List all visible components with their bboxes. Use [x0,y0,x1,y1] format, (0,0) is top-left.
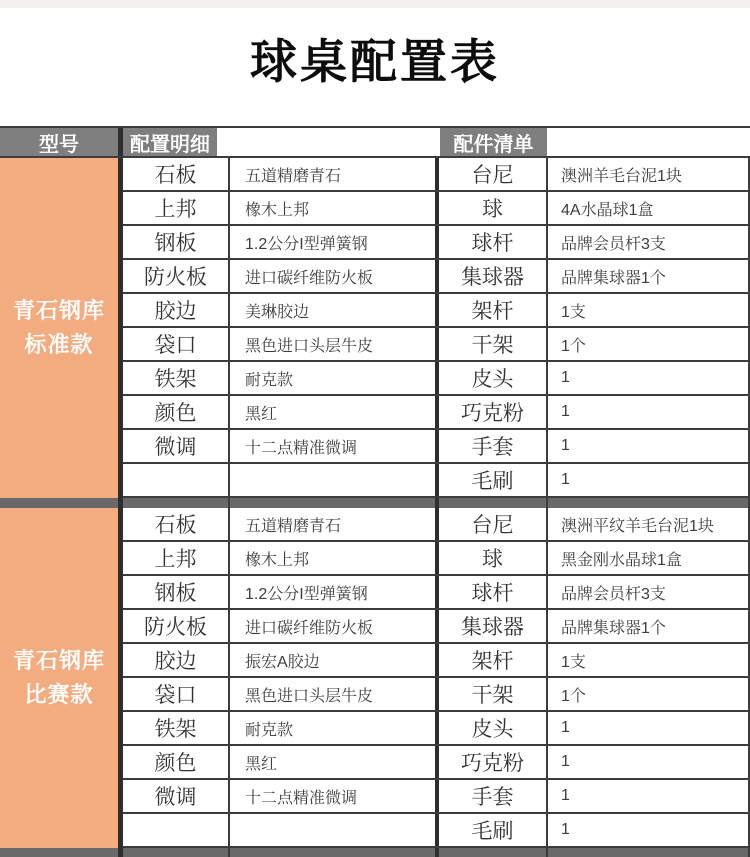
section-rows [123,508,750,848]
accessory-item-cell: 台尼 [439,158,548,190]
config-item-cell: 石板 [123,158,230,190]
config-item-cell: 防火板 [123,610,230,642]
accessory-item-cell: 球杆 [439,226,548,258]
table-row [123,294,750,328]
table-row [123,780,750,814]
table-row [123,362,750,396]
config-item-cell: 钢板 [123,226,230,258]
table-row [123,226,750,260]
config-item-cell: 袋口 [123,678,230,710]
accessory-item-cell: 架杆 [439,644,548,676]
accessory-value-cell: 澳洲羊毛台泥1块 [548,158,750,190]
table-section [0,508,750,848]
accessory-value-cell: 黑金刚水晶球1盒 [548,542,750,574]
config-value-cell: 振宏A胶边 [230,644,439,676]
config-item-cell: 上邦 [123,542,230,574]
config-item-cell: 颜色 [123,396,230,428]
accessory-value-cell: 4A水晶球1盒 [548,192,750,224]
config-item-cell: 铁架 [123,712,230,744]
table-section [0,158,750,498]
table-row [123,396,750,430]
accessory-item-cell: 皮头 [439,712,548,744]
separator-segment [123,848,230,857]
config-value-cell [230,814,439,846]
section-rows [123,158,750,498]
table-row [123,814,750,848]
table-row [123,508,750,542]
config-value-cell: 橡木上邦 [230,542,439,574]
table-row [123,678,750,712]
separator-segment [439,848,548,857]
config-value-cell: 十二点精准微调 [230,780,439,812]
config-value-cell: 黑红 [230,746,439,778]
config-item-cell: 微调 [123,780,230,812]
table-row [123,430,750,464]
accessory-item-cell: 球 [439,192,548,224]
separator-segment [439,498,548,508]
table-body [0,158,750,857]
model-name-line: 青石钢库 [12,297,105,323]
config-item-cell: 胶边 [123,294,230,326]
accessory-value-cell: 1 [548,396,750,428]
table-row [123,542,750,576]
separator-segment [548,498,750,508]
accessory-item-cell: 集球器 [439,260,548,292]
header-config-details: 配置明细 [123,128,217,156]
accessory-value-cell: 品牌会员杆3支 [548,576,750,608]
table-row [123,328,750,362]
config-value-cell [230,464,439,496]
accessory-item-cell: 干架 [439,678,548,710]
accessory-value-cell: 1 [548,780,750,812]
model-name-cell [0,508,123,848]
accessory-item-cell: 毛刷 [439,814,548,846]
accessory-item-cell: 手套 [439,430,548,462]
config-value-cell: 黑色进口头层牛皮 [230,678,439,710]
separator-segment [230,848,439,857]
separator-segment [123,498,230,508]
model-name-line: 比赛款 [24,682,94,707]
accessory-item-cell: 球杆 [439,576,548,608]
config-value-cell: 橡木上邦 [230,192,439,224]
accessory-value-cell: 1支 [548,294,750,326]
config-item-cell [123,814,230,846]
accessory-value-cell: 品牌集球器1个 [548,610,750,642]
config-item-cell: 钢板 [123,576,230,608]
header-accessories: 配件清单 [440,128,547,156]
separator-segment [0,498,123,508]
header-gap [547,128,750,156]
config-item-cell: 微调 [123,430,230,462]
accessory-value-cell: 澳洲平纹羊毛台泥1块 [548,508,750,540]
config-value-cell: 耐克款 [230,362,439,394]
accessory-value-cell: 1支 [548,644,750,676]
accessory-value-cell: 1个 [548,678,750,710]
accessory-value-cell: 1个 [548,328,750,360]
bottom-bar [0,848,750,857]
model-name-line: 标准款 [24,332,94,357]
accessory-item-cell: 手套 [439,780,548,812]
separator-segment [0,848,123,857]
header-gap [217,128,440,156]
page-title: 球桌配置表 [250,34,500,88]
accessory-item-cell: 架杆 [439,294,548,326]
config-item-cell: 胶边 [123,644,230,676]
accessory-value-cell: 1 [548,464,750,496]
accessory-value-cell: 品牌集球器1个 [548,260,750,292]
config-item-cell: 石板 [123,508,230,540]
accessory-item-cell: 毛刷 [439,464,548,496]
accessory-value-cell: 1 [548,814,750,846]
config-item-cell [123,464,230,496]
config-item-cell: 袋口 [123,328,230,360]
config-value-cell: 进口碳纤维防火板 [230,260,439,292]
table-row [123,746,750,780]
config-table [0,126,750,857]
config-item-cell: 上邦 [123,192,230,224]
model-name-line: 青石钢库 [12,647,105,673]
config-item-cell: 铁架 [123,362,230,394]
config-value-cell: 五道精磨青石 [230,158,439,190]
config-value-cell: 进口碳纤维防火板 [230,610,439,642]
accessory-value-cell: 1 [548,362,750,394]
config-value-cell: 美琳胶边 [230,294,439,326]
table-row [123,192,750,226]
accessory-item-cell: 巧克粉 [439,746,548,778]
separator-segment [230,498,439,508]
config-value-cell: 1.2公分I型弹簧钢 [230,226,439,258]
section-separator [0,498,750,508]
config-value-cell: 五道精磨青石 [230,508,439,540]
accessory-value-cell: 1 [548,746,750,778]
accessory-item-cell: 皮头 [439,362,548,394]
table-row [123,158,750,192]
accessory-value-cell: 1 [548,430,750,462]
table-row [123,260,750,294]
config-value-cell: 十二点精准微调 [230,430,439,462]
accessory-item-cell: 台尼 [439,508,548,540]
accessory-item-cell: 集球器 [439,610,548,642]
header-model: 型号 [0,128,123,156]
table-row [123,712,750,746]
accessory-item-cell: 巧克粉 [439,396,548,428]
accessory-item-cell: 球 [439,542,548,574]
accessory-value-cell: 品牌会员杆3支 [548,226,750,258]
table-row [123,610,750,644]
table-row [123,644,750,678]
config-value-cell: 黑红 [230,396,439,428]
config-value-cell: 1.2公分I型弹簧钢 [230,576,439,608]
top-strip [0,0,750,8]
model-name-cell [0,158,123,498]
config-item-cell: 防火板 [123,260,230,292]
config-item-cell: 颜色 [123,746,230,778]
table-header-row [0,126,750,158]
table-row [123,464,750,498]
separator-segment [548,848,750,857]
accessory-value-cell: 1 [548,712,750,744]
accessory-item-cell: 干架 [439,328,548,360]
config-value-cell: 耐克款 [230,712,439,744]
config-value-cell: 黑色进口头层牛皮 [230,328,439,360]
table-row [123,576,750,610]
